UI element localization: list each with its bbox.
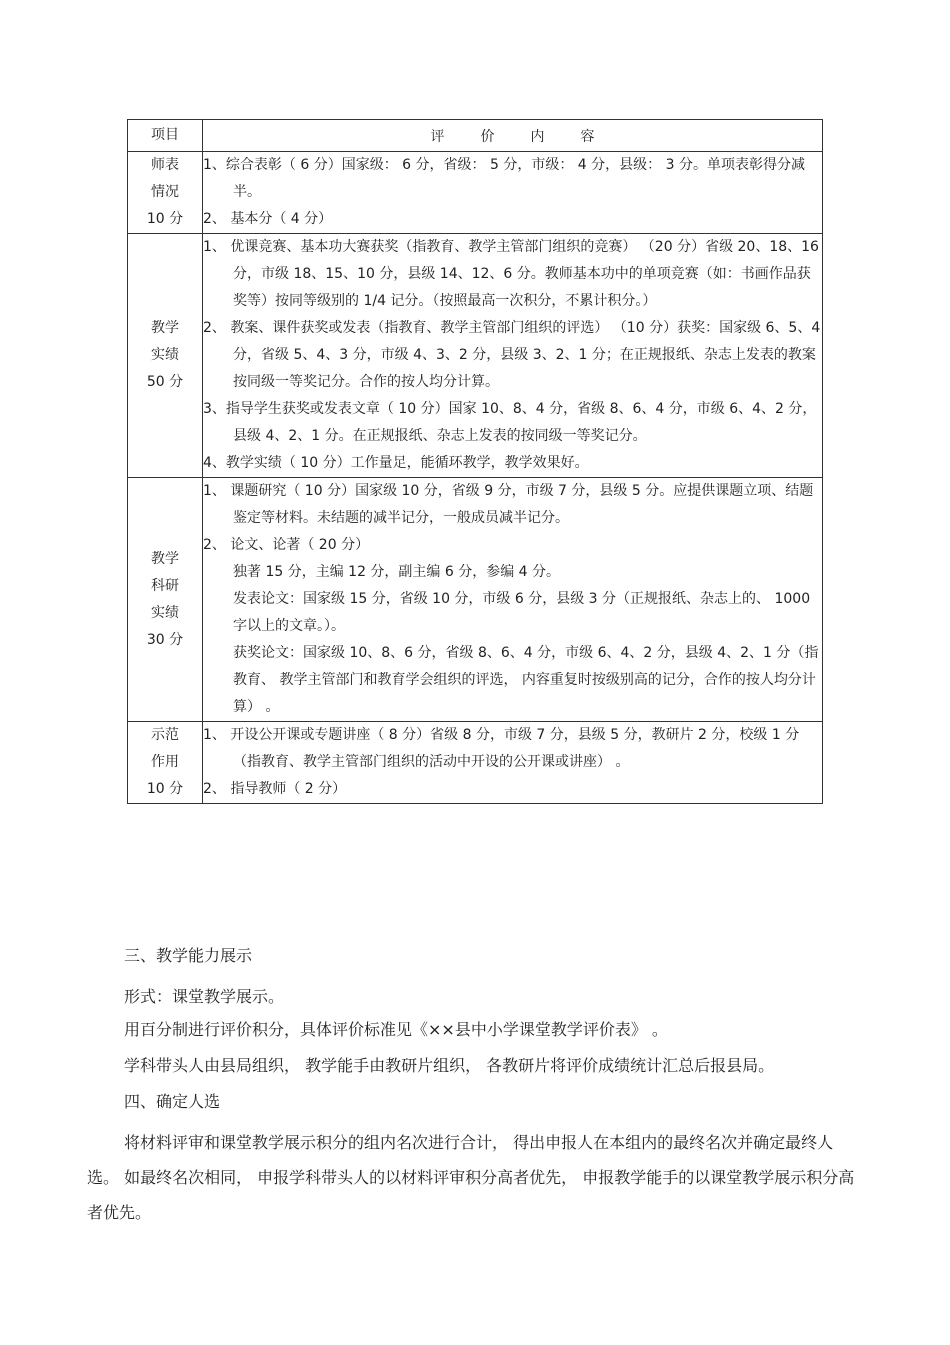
table-header-row [128,120,823,152]
criteria-item: 1、 开设公开课或专题讲座（ 8 分）省级 8 分，市级 7 分，县级 5 分，教研片 2 分，校级 1 分（指教育、教学主管部门组织的活动中开设的公开课或讲座） 。 [203,727,800,770]
criteria-item: 1、综合表彰（ 6 分）国家级： 6 分，省级： 5 分，市级： 4 分，县级： 3 分。单项表彰得分减半。 [203,157,805,200]
category-cell [128,478,203,722]
category-line: 示范 [151,727,179,743]
evaluation-table [127,119,823,804]
section4-paragraph: 将材料评审和课堂教学展示积分的组内名次进行合计， 得出申报人在本组内的最终名次并确定最终人选。 如最终名次相同， 申报学科带头人的以材料评审积分高者优先， 申报教学能手的以课堂教学展示积分高者优先。 [87,1133,855,1222]
criteria-item: 4、教学实绩（ 10 分）工作量足，能循环教学，教学效果好。 [203,455,589,471]
category-line: 10 分 [146,781,184,797]
criteria-item: 2、 教案、课件获奖或发表（指教育、教学主管部门组织的评选） （10 分）获奖：国家级 6、5、4 分，省级 5、4、3 分，市级 4、3、2 分，县级 3、2、1 分；在正规报纸、杂志上发表的教案按同级一等奖记分。合作的按人均分计算。 [203,320,821,390]
criteria-item: 1、 课题研究（ 10 分）国家级 10 分，省级 9 分，市级 7 分，县级 5 分。应提供课题立项、结题鉴定等材料。未结题的减半记分，一般成员减半记分。 [203,483,814,526]
header-content: 评价内容 [203,120,823,152]
content-cell [203,722,823,804]
category-line: 实绩 [151,604,179,621]
section3-title: 三、教学能力展示 [124,946,253,965]
category-cell [128,722,203,804]
criteria-sub-item: 获奖论文：国家级 10、8、6 分，省级 8、6、4 分，市级 6、4、2 分，县级 4、2、1 分（指教育、 教学主管部门和教育学会组织的评选， 内容重复时按级别高的记分，合作的按人均分计算） 。 [233,645,819,715]
table-row [128,152,823,234]
category-line: 50 分 [146,374,184,390]
section4-title: 四、确定人选 [124,1092,221,1111]
header-item: 项目 [128,120,203,152]
content-cell [203,478,823,722]
table-row [128,722,823,804]
category-line: 科研 [151,577,179,594]
category-line: 教学 [151,550,179,567]
category-cell [128,152,203,234]
criteria-item: 2、 指导教师（ 2 分） [203,781,347,797]
content-cell [203,152,823,234]
category-cell [128,234,203,478]
table-row [128,478,823,722]
criteria-item: 2、 论文、论著（ 20 分） [203,537,370,553]
section3-line: 用百分制进行评价积分，具体评价标准见《××县中小学课堂教学评价表》 。 [124,1020,668,1039]
criteria-item: 1、 优课竞赛、基本功大赛获奖（指教育、教学主管部门组织的竞赛） （20 分）省级 20、18、16 分，市级 18、15、10 分，县级 14、12、6 分。教师基本功中的单项竞赛（如：书画作品获奖等）按同等级别的 1/4 记分。（按照最高一次积分，不累计积分。） [203,239,819,309]
table-row [128,234,823,478]
section3-line: 学科带头人由县局组织， 教学能手由教研片组织， 各教研片将评价成绩统计汇总后报县局。 [124,1056,775,1075]
category-line: 教学 [151,320,179,336]
category-line: 师表 [151,157,179,173]
criteria-sub-item: 发表论文：国家级 15 分，省级 10 分，市级 6 分，县级 3 分（正规报纸、杂志上的、 1000 字以上的文章。）。 [233,591,811,634]
category-line: 作用 [151,754,179,770]
section3-line: 形式：课堂教学展示。 [124,987,285,1006]
criteria-item: 3、指导学生获奖或发表文章（ 10 分）国家 10、8、4 分，省级 8、6、4 分，市级 6、4、2 分，县级 4、2、1 分。在正规报纸、杂志上发表的按同级一等奖记分。 [203,401,817,444]
category-line: 10 分 [146,211,184,227]
category-line: 实绩 [151,347,179,363]
criteria-sub-item: 独著 15 分，主编 12 分，副主编 6 分，参编 4 分。 [233,564,561,580]
category-line: 情况 [151,184,179,200]
content-cell [203,234,823,478]
criteria-item: 2、 基本分（ 4 分） [203,211,333,227]
category-line: 30 分 [146,631,184,648]
